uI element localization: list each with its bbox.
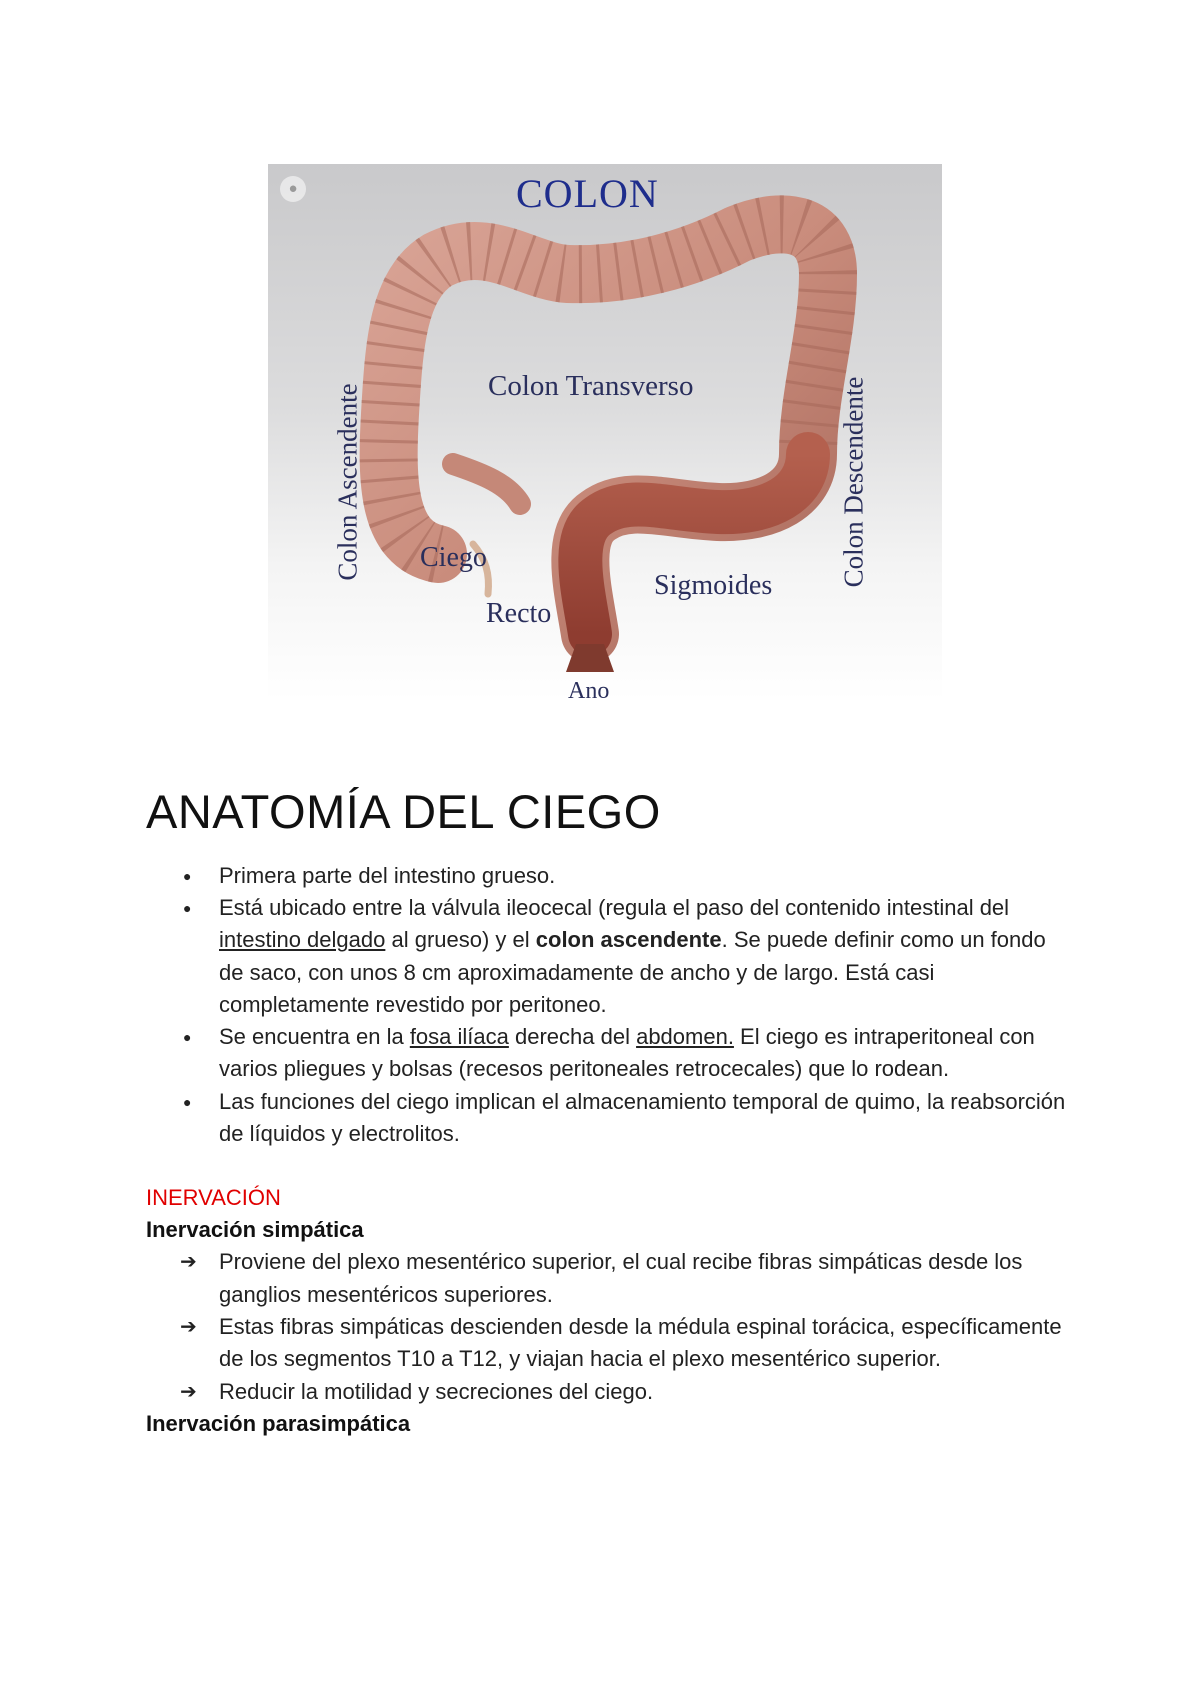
- label-colon-descendente: Colon Descendente: [838, 376, 869, 588]
- link-abdomen[interactable]: abdomen.: [636, 1024, 734, 1050]
- label-ciego: Ciego: [420, 542, 487, 573]
- colon-anatomy-figure: [268, 164, 942, 700]
- list-item: [146, 892, 1066, 1021]
- link-intestino-delgado[interactable]: intestino delgado: [219, 927, 386, 953]
- label-ano: Ano: [568, 678, 610, 700]
- bullet-text: Primera parte del intestino grueso.: [219, 862, 556, 888]
- bullet-text: al grueso) y el: [385, 927, 536, 953]
- bullet-text: derecha del: [508, 1024, 637, 1050]
- label-sigmoides: Sigmoides: [654, 570, 773, 601]
- bullet-text: . Se puede definir como un fondo de saco, con unos 8 cm aproximadamente de ancho y de largo. Está casi completamente revestido por peritoneo.: [219, 927, 1046, 1017]
- list-item: [146, 860, 1066, 892]
- bullet-text: Está ubicado entre la válvula ileocecal (regula el paso del contenido intestinal del: [219, 894, 1010, 920]
- image-badge-icon: ●: [280, 176, 306, 202]
- document-body: [146, 786, 1066, 1440]
- bold-colon-ascendente: colon ascendente: [535, 927, 722, 953]
- label-colon-transverso: Colon Transverso: [488, 370, 694, 402]
- bullet-text: Se encuentra en la: [219, 1024, 410, 1050]
- anatomy-bullet-list: [146, 860, 1066, 1151]
- simpatica-list: [146, 1246, 1066, 1407]
- list-item: ➔ Estas fibras simpáticas descienden desde la médula espinal torácica, específicamente de los segmentos T10 a T12, y viajan hacia el plexo mesentérico superior.: [146, 1311, 1066, 1376]
- bullet-text: El ciego es intraperitoneal con varios pliegues y bolsas (recesos peritoneales retrocecales) que lo rodean.: [219, 1024, 1035, 1082]
- section-heading-inervacion: INERVACIÓN: [146, 1185, 281, 1211]
- subheading-parasimpatica: Inervación parasimpática: [146, 1410, 411, 1436]
- list-item: [146, 1021, 1066, 1086]
- label-recto: Recto: [486, 598, 552, 629]
- page-title: ANATOMÍA DEL CIEGO: [146, 785, 661, 838]
- label-colon-ascendente: Colon Ascendente: [332, 383, 363, 581]
- ileum-stub: [453, 464, 520, 504]
- link-fosa-iliaca[interactable]: fosa ilíaca: [409, 1024, 509, 1050]
- list-item: ➔ Reducir la motilidad y secreciones del ciego.: [146, 1376, 1066, 1408]
- list-item: ➔ Proviene del plexo mesentérico superior, el cual recibe fibras simpáticas desde los ganglios mesentéricos superiores.: [146, 1246, 1066, 1311]
- bullet-text: Las funciones del ciego implican el almacenamiento temporal de quimo, la reabsorción de líquidos y electrolitos.: [219, 1088, 1066, 1147]
- list-item: [146, 1086, 1066, 1151]
- subheading-simpatica: Inervación simpática: [146, 1217, 364, 1243]
- figure-title: COLON: [516, 171, 659, 216]
